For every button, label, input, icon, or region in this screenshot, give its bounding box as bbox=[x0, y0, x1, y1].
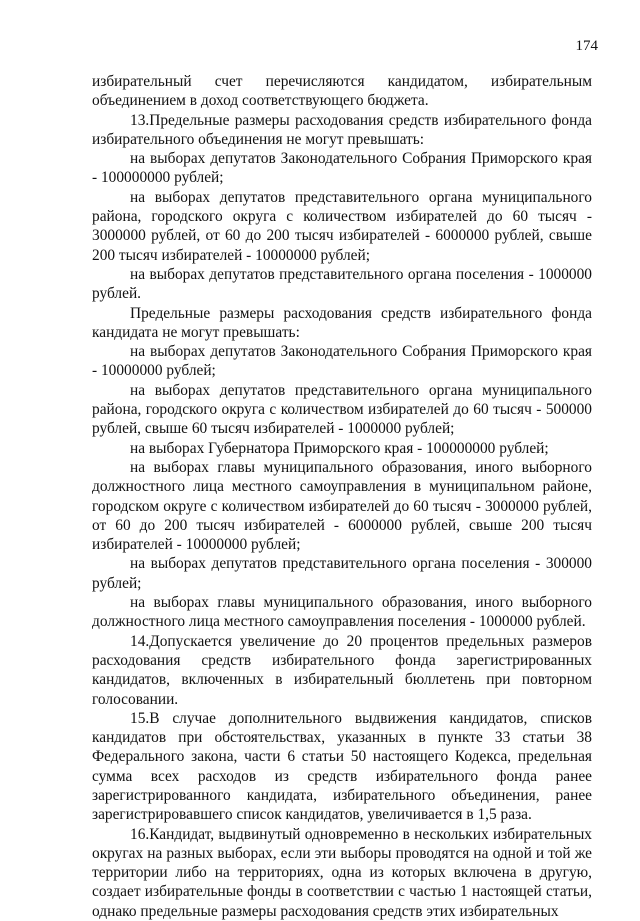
paragraph-12: на выборах главы муниципального образования, иного выборного должностного лица местного самоуправления поселения - 1000000 рублей. bbox=[92, 594, 592, 631]
paragraph-6: Предельные размеры расходования средств избирательного фонда кандидата не могут превышать: bbox=[92, 304, 592, 341]
paragraph-13: 14.Допускается увеличение до 20 процентов предельных размеров расходования средств избирательного фонда зарегистрированных кандидатов, включенных в избирательный бюллетень при повторном голосовании. bbox=[92, 632, 592, 708]
paragraph-3: на выборах депутатов Законодательного Собрания Приморского края - 100000000 рублей; bbox=[92, 150, 592, 187]
paragraph-2: 13.Предельные размеры расходования средств избирательного фонда избирательного объединения не могут превышать: bbox=[92, 111, 592, 148]
page-number: 174 bbox=[575, 38, 598, 54]
paragraph-15: 16.Кандидат, выдвинутый одновременно в нескольких избирательных округах на разных выборах, если эти выборы проводятся на одной и той же территории либо на территориях, одна из которых включена в другую, создает избирательные фонды в соответствии с частью 1 настоящей статьи, однако предельные размеры расходования средств этих избирательных bbox=[92, 825, 592, 920]
paragraph-5: на выборах депутатов представительного органа поселения - 1000000 рублей. bbox=[92, 265, 592, 303]
paragraph-8: на выборах депутатов представительного органа муниципального района, городского округа с количеством избирателей до 60 тысяч - 500000 рублей, свыше 60 тысяч избирателей - 1000000 рублей; bbox=[92, 381, 592, 438]
paragraph-9: на выборах Губернатора Приморского края - 100000000 рублей; bbox=[130, 439, 549, 457]
paragraph-10: на выборах главы муниципального образования, иного выборного должностного лица местного самоуправления в муниципальном районе, городском округе с количеством избирателей до 60 тысяч - 3000000 рублей, от 60 до 200 тысяч избирателей - 6000000 рублей, свыше 200 тысяч избирателей - 10000000 рублей; bbox=[92, 458, 592, 554]
paragraph-14: 15.В случае дополнительного выдвижения кандидатов, списков кандидатов при обстоятельствах, указанных в пункте 33 статьи 38 Федерального закона, части 6 статьи 50 настоящего Кодекса, предельная сумма всех расходов из средств избирательного фонда ранее зарегистрированного кандидата, избирательного объединения, ранее зарегистрировавшего список кандидатов, увеличивается в 1,5 раза. bbox=[92, 709, 592, 824]
paragraph-7: на выборах депутатов Законодательного Собрания Приморского края - 10000000 рублей; bbox=[92, 343, 592, 380]
document-body bbox=[92, 72, 592, 921]
paragraph-1: избирательный счет перечисляются кандидатом, избирательным объединением в доход соответствующего бюджета. bbox=[92, 73, 592, 110]
paragraph-4: на выборах депутатов представительного органа муниципального района, городского округа с количеством избирателей до 60 тысяч - 3000000 рублей, от 60 до 200 тысяч избирателей - 6000000 рублей, свыше 200 тысяч избирателей - 10000000 рублей; bbox=[92, 188, 592, 264]
paragraph-11: на выборах депутатов представительного органа поселения - 300000 рублей; bbox=[92, 555, 592, 592]
